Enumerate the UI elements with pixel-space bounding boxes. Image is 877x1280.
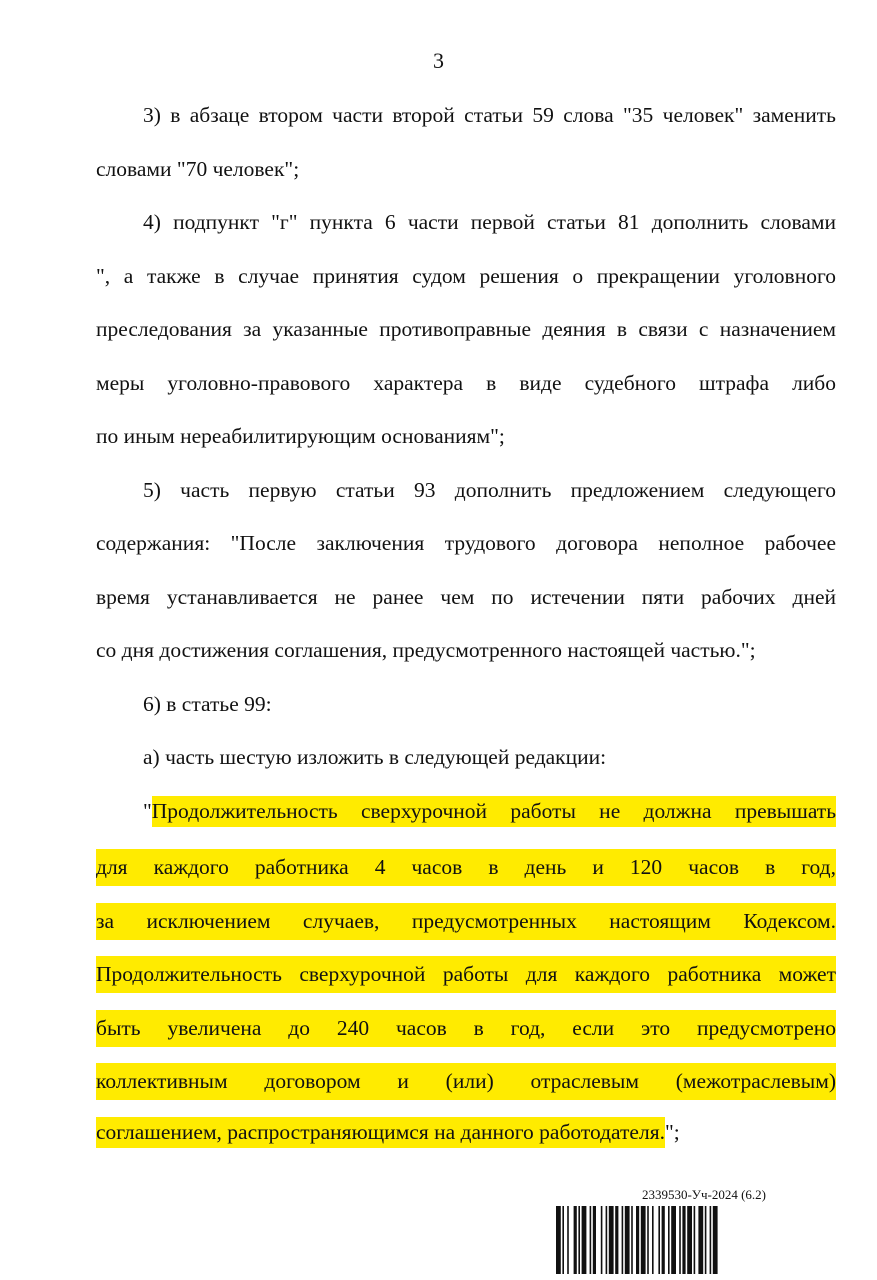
barcode-bar bbox=[601, 1206, 603, 1274]
barcode-bar bbox=[662, 1206, 665, 1274]
barcode-bar bbox=[671, 1206, 676, 1274]
highlighted-text: быть увеличена до 240 часов в год, если это предусмотрено bbox=[96, 1010, 836, 1047]
barcode-bar bbox=[687, 1206, 692, 1274]
barcode-bar bbox=[578, 1206, 580, 1274]
quote-open-mark: " bbox=[143, 799, 152, 823]
barcode-bar bbox=[593, 1206, 596, 1274]
barcode-bar bbox=[582, 1206, 587, 1274]
quote-line bbox=[143, 796, 836, 826]
document-code: 2339530-Уч-2024 (6.2) bbox=[641, 1187, 766, 1202]
barcode-bar bbox=[574, 1206, 577, 1274]
barcode-bar bbox=[615, 1206, 618, 1274]
text-line: меры уголовно-правового характера в виде судебного штрафа либо bbox=[96, 371, 836, 395]
barcode-bar bbox=[713, 1206, 718, 1274]
quote-line bbox=[96, 1117, 836, 1147]
barcode-bar bbox=[694, 1206, 696, 1274]
highlighted-text: соглашением, распространяющимся на данного работодателя. bbox=[96, 1117, 665, 1148]
paragraph-item-6: 6) в статье 99: bbox=[143, 692, 272, 716]
text-line: время устанавливается не ранее чем по истечении пяти рабочих дней bbox=[96, 585, 836, 609]
paragraph-item-6a: а) часть шестую изложить в следующей редакции: bbox=[143, 745, 607, 769]
quote-line bbox=[96, 956, 836, 993]
quote-line bbox=[96, 1010, 836, 1047]
barcode-bar bbox=[622, 1206, 624, 1274]
barcode-bar bbox=[590, 1206, 592, 1274]
text-line: со дня достижения соглашения, предусмотренного настоящей частью."; bbox=[96, 638, 756, 662]
barcode-image bbox=[556, 1206, 774, 1274]
barcode-bar bbox=[658, 1206, 660, 1274]
text-line: 5) часть первую статьи 93 дополнить предложением следующего bbox=[143, 478, 836, 502]
quote-line bbox=[96, 849, 836, 886]
text-line: по иным нереабилитирующим основаниям"; bbox=[96, 424, 505, 448]
barcode-bar bbox=[705, 1206, 707, 1274]
barcode-bar bbox=[625, 1206, 630, 1274]
text-line: 4) подпункт "г" пункта 6 части первой статьи 81 дополнить словами bbox=[143, 210, 836, 234]
barcode-bar bbox=[668, 1206, 670, 1274]
highlighted-text: коллективным договором и (или) отраслевым (межотраслевым) bbox=[96, 1063, 836, 1100]
barcode-bar bbox=[698, 1206, 703, 1274]
barcode-bar bbox=[609, 1206, 614, 1274]
quote-line bbox=[96, 903, 836, 940]
highlighted-text: для каждого работника 4 часов в день и 120 часов в год, bbox=[96, 849, 836, 886]
barcode-bar bbox=[631, 1206, 633, 1274]
barcode-bar bbox=[556, 1206, 561, 1274]
barcode-bar bbox=[682, 1206, 685, 1274]
quote-line bbox=[96, 1063, 836, 1100]
barcode-bar bbox=[647, 1206, 649, 1274]
barcode-bar bbox=[636, 1206, 639, 1274]
highlighted-text: за исключением случаев, предусмотренных настоящим Кодексом. bbox=[96, 903, 836, 940]
text-line: 3) в абзаце втором части второй статьи 59 слова "35 человек" заменить bbox=[143, 103, 836, 127]
barcode-bar bbox=[606, 1206, 608, 1274]
barcode-bar bbox=[641, 1206, 646, 1274]
text-line: преследования за указанные противоправные деяния в связи с назначением bbox=[96, 317, 836, 341]
highlighted-text: Продолжительность сверхурочной работы не должна превышать bbox=[152, 796, 836, 827]
barcode-bar bbox=[567, 1206, 569, 1274]
text-line: словами "70 человек"; bbox=[96, 157, 300, 181]
barcode-bar bbox=[652, 1206, 654, 1274]
text-line: содержания: "После заключения трудового договора неполное рабочее bbox=[96, 531, 836, 555]
text-line: ", а также в случае принятия судом решения о прекращении уголовного bbox=[96, 264, 836, 288]
barcode-bar bbox=[710, 1206, 712, 1274]
highlighted-text: Продолжительность сверхурочной работы для каждого работника может bbox=[96, 956, 836, 993]
barcode-bar bbox=[562, 1206, 564, 1274]
quote-close-mark: "; bbox=[664, 1120, 680, 1144]
page-number: 3 bbox=[433, 48, 444, 73]
barcode-bar bbox=[679, 1206, 681, 1274]
